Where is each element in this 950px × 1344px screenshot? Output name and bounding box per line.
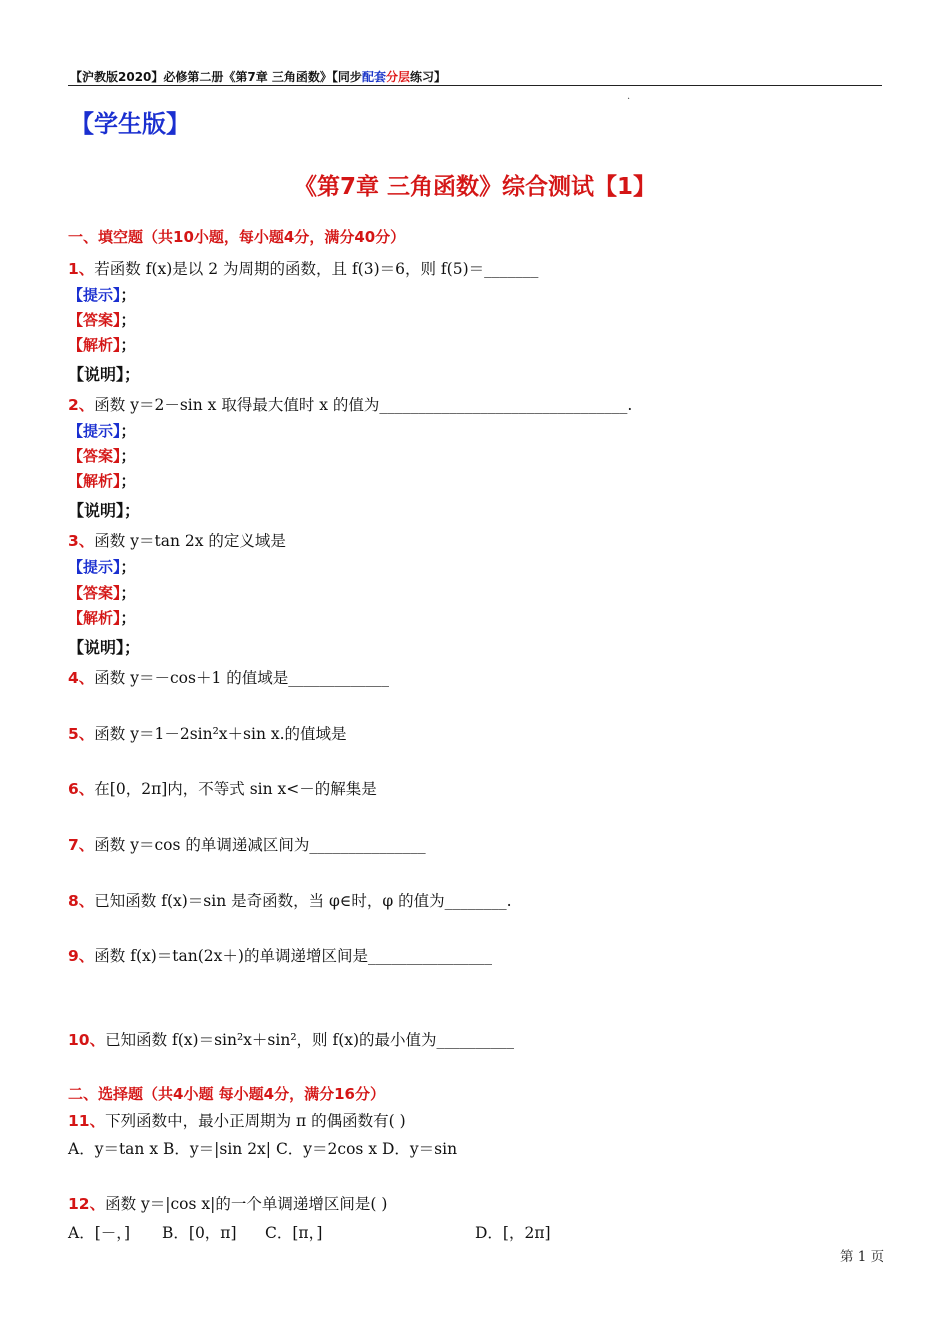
question-text: 函数 f(x)＝tan(2x＋)的单调递增区间是________________ [94, 947, 492, 965]
question-1 [68, 257, 538, 279]
question-number: 7、 [68, 836, 95, 854]
analysis-label: 【解析】； [68, 336, 136, 354]
answer-label: 【答案】； [68, 584, 136, 602]
question-8 [68, 889, 512, 911]
question-3 [68, 529, 286, 551]
option-a: A．[－，] [68, 1224, 131, 1242]
question-5 [68, 722, 347, 744]
page-number: 第 1 页 [840, 1249, 885, 1265]
header-prefix: 【沪教版2020】必修第二册《第7章 三角函数》【同步 [70, 70, 362, 84]
hint-label: 【提示】； [68, 422, 136, 440]
analysis-label: 【解析】； [68, 472, 136, 490]
stray-mark: · [627, 94, 631, 105]
note-label: 【说明】； [68, 638, 141, 657]
answer-label: 【答案】； [68, 447, 136, 465]
question-6 [68, 777, 377, 799]
question-number: 9、 [68, 947, 95, 965]
question-number: 2、 [68, 396, 95, 414]
page-title: 《第7章 三角函数》综合测试【1】 [293, 174, 656, 200]
option-c: C．[π，] [265, 1224, 323, 1242]
header-red-text: 分层 [385, 70, 410, 84]
question-number: 12、 [68, 1195, 106, 1213]
question-number: 1、 [68, 260, 95, 278]
question-text: 已知函数 f(x)＝sin 是奇函数，当 φ∈时，φ 的值为________. [94, 892, 512, 910]
question-number: 5、 [68, 725, 95, 743]
question-7 [68, 833, 426, 855]
option-d: D．[，2π] [475, 1224, 551, 1242]
question-4 [68, 666, 389, 688]
question-number: 6、 [68, 780, 95, 798]
answer-label: 【答案】； [68, 311, 136, 329]
question-text: 函数 y＝cos 的单调递减区间为_______________ [94, 836, 426, 854]
header-suffix: 练习】 [409, 70, 446, 84]
question-2 [68, 393, 632, 415]
question-text: 若函数 f(x)是以 2 为周期的函数，且 f(3)＝6，则 f(5)＝_______ [94, 260, 539, 278]
question-number: 11、 [68, 1112, 106, 1130]
question-11-options: A．y＝tan x B．y＝|sin 2x| C．y＝2cos x D．y＝sin [68, 1140, 458, 1158]
running-header [70, 68, 446, 85]
question-text: 函数 y＝tan 2x 的定义域是 [94, 532, 286, 550]
header-blue-text: 配套 [361, 70, 386, 84]
header-rule [68, 85, 882, 86]
analysis-label: 【解析】； [68, 609, 136, 627]
section-heading-fill-in: 一、填空题（共10小题，每小题4分，满分40分） [68, 228, 406, 246]
question-number: 3、 [68, 532, 95, 550]
question-11 [68, 1109, 406, 1131]
note-label: 【说明】； [68, 501, 141, 520]
question-10 [68, 1028, 514, 1050]
hint-label: 【提示】； [68, 286, 136, 304]
question-text: 函数 y＝－cos＋1 的值域是_____________ [94, 669, 389, 687]
section-heading-choice: 二、选择题（共4小题 每小题4分，满分16分） [68, 1085, 385, 1103]
note-label: 【说明】； [68, 365, 141, 384]
question-12 [68, 1192, 387, 1214]
hint-label: 【提示】； [68, 558, 136, 576]
question-9 [68, 944, 492, 966]
question-text: 函数 y＝2－sin x 取得最大值时 x 的值为________________________________. [94, 396, 633, 414]
question-number: 8、 [68, 892, 95, 910]
question-text: 下列函数中，最小正周期为 π 的偶函数有( ) [105, 1112, 406, 1130]
question-number: 10、 [68, 1031, 106, 1049]
question-text: 已知函数 f(x)＝sin²x＋sin²，则 f(x)的最小值为__________ [105, 1031, 515, 1049]
question-text: 函数 y＝|cos x|的一个单调递增区间是( ) [105, 1195, 388, 1213]
question-text: 函数 y＝1－2sin²x＋sin x.的值域是 [94, 725, 347, 743]
question-text: 在[0，2π]内，不等式 sin x<－的解集是 [94, 780, 377, 798]
edition-label: 【学生版】 [70, 110, 190, 138]
question-number: 4、 [68, 669, 95, 687]
option-b: B．[0，π] [162, 1224, 237, 1242]
